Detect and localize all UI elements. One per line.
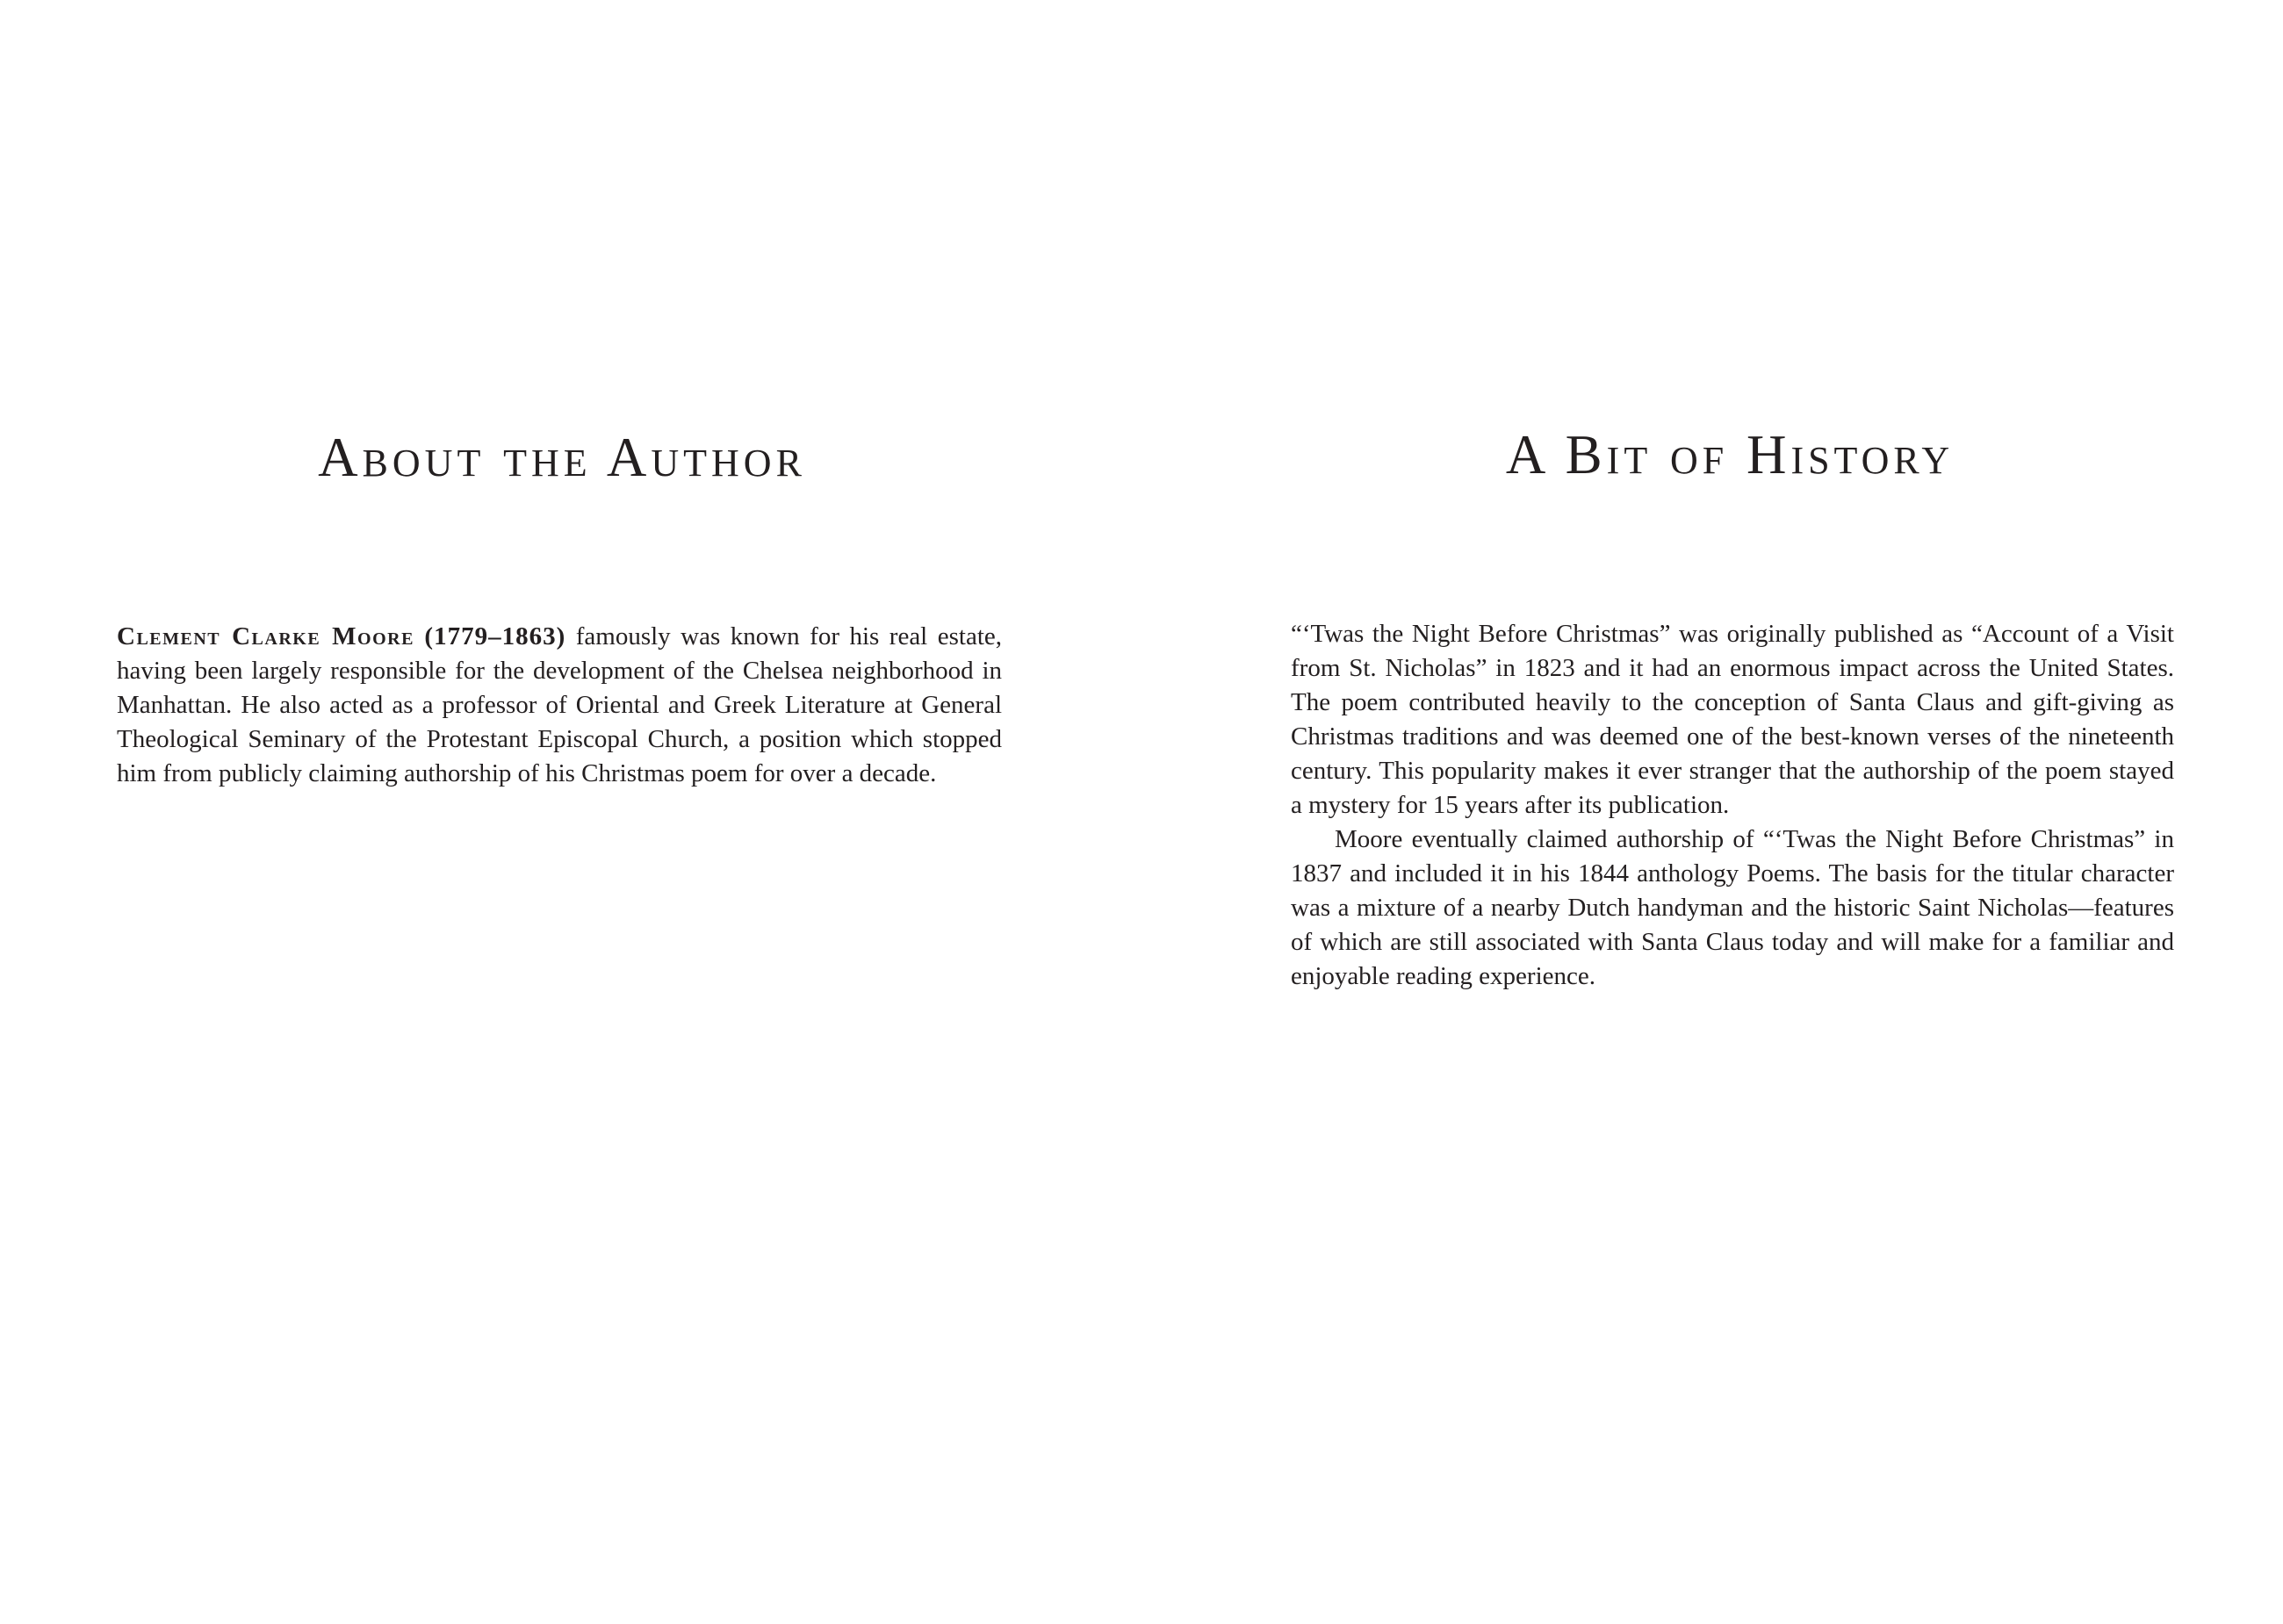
history-text [1291,617,2174,994]
right-page [1142,0,2283,1624]
about-author-body: famously was known for his real estate, having been largely responsible for the development of the Chelsea neighborhood in Manhattan. He also acted as a professor of Oriental and Greek Literature at General Theological Seminary of the Protestant Episcopal Church, a position which stopped him from publicly claiming authorship of his Christmas poem for over a decade. [117,622,1002,787]
history-heading: A Bit of History [1505,424,1955,485]
about-author-paragraph [117,620,1002,791]
history-paragraph-1: “‘Twas the Night Before Christmas” was originally published as “Account of a Visit from St. Nicholas” in 1823 and it had an enormous impact across the United States. The poem contributed heavily to the conception of Santa Claus and gift-giving as Christmas traditions and was deemed one of the best-known verses of the nineteenth century. This popularity makes it ever stranger that the authorship of the poem stayed a mystery for 15 years after its publication. [1291,620,2174,819]
about-author-heading: About the Author [318,427,806,488]
history-paragraph-2: Moore eventually claimed authorship of “‘Twas the Night Before Christmas” in 1837 and included it in his 1844 anthology Poems. The basis for the titular character was a mixture of a nearby Dutch handyman and the historic Saint Nicholas—features of which are still associated with Santa Claus today and will make for a familiar and enjoyable reading experience. [1291,825,2174,990]
author-name: Clement Clarke Moore [117,622,414,650]
about-author-text [117,620,1002,791]
author-dates: (1779–1863) [424,622,566,650]
